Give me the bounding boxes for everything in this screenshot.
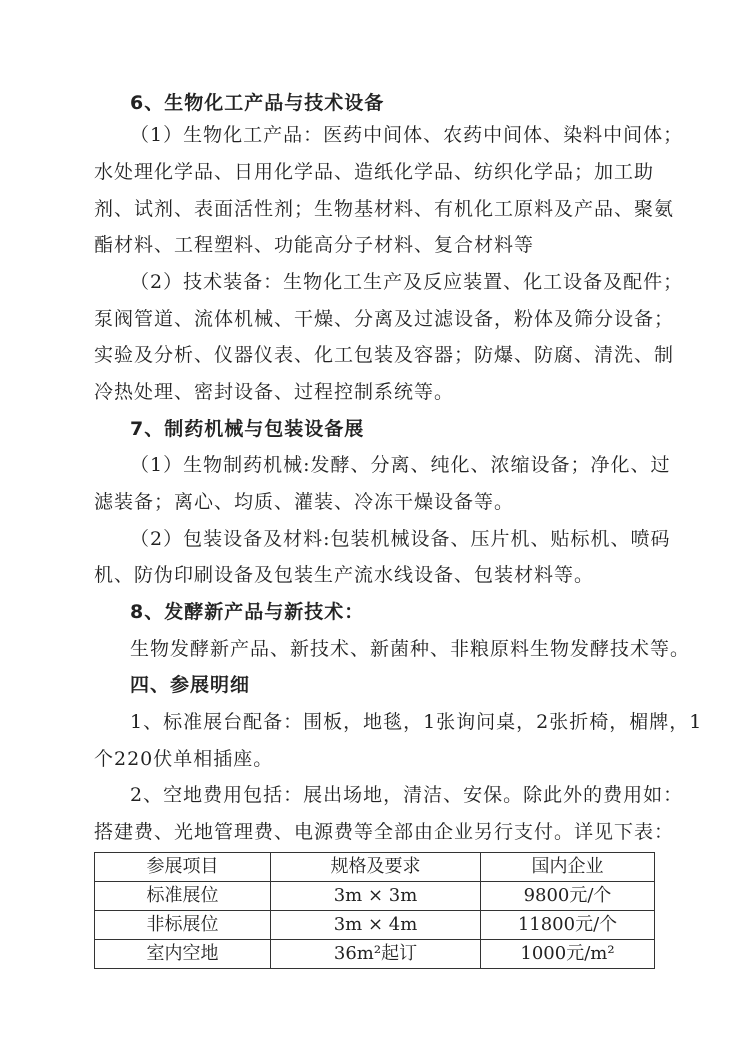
table-header: 规格及要求 [271,853,481,882]
table-cell: 11800元/个 [481,911,655,940]
paragraph-line: 机、防伪印刷设备及包装生产流水线设备、包装材料等。 [94,564,595,586]
table-cell: 36m²起订 [271,940,481,969]
paragraph-line: 剂、试剂、表面活性剂；生物基材料、有机化工原料及产品、聚氨 [94,198,675,220]
table-cell: 1000元/m² [481,940,655,969]
fee-table [94,852,655,969]
table-row [95,882,655,911]
table-cell: 9800元/个 [481,882,655,911]
paragraph-line: （2）包装设备及材料:包装机械设备、压片机、贴标机、喷码 [130,528,671,550]
table-row [95,911,655,940]
table-cell: 室内空地 [95,940,271,969]
paragraph-line: （1）生物制药机械:发酵、分离、纯化、浓缩设备；净化、过 [130,454,671,476]
section-heading-7: 7、制药机械与包装设备展 [130,418,365,440]
paragraph-line: 2、空地费用包括：展出场地，清洁、安保。除此外的费用如： [130,784,684,806]
table-cell: 标准展位 [95,882,271,911]
paragraph-line: 实验及分析、仪器仪表、化工包装及容器；防爆、防腐、清洗、制 [94,344,675,366]
table-header: 参展项目 [95,853,271,882]
paragraph-line: 个220伏单相插座。 [94,748,274,770]
paragraph-line: 搭建费、光地管理费、电源费等全部由企业另行支付。详见下表： [94,821,675,843]
paragraph-line: 1、标准展台配备：围板，地毯，1张询问桌，2张折椅，楣牌，1 [130,711,703,733]
table-row [95,940,655,969]
paragraph-line: （1）生物化工产品：医药中间体、农药中间体、染料中间体； [130,124,684,146]
table-cell: 3m × 4m [271,911,481,940]
paragraph-line: （2）技术装备：生物化工生产及反应装置、化工设备及配件； [130,271,684,293]
paragraph-line: 水处理化学品、日用化学品、造纸化学品、纺织化学品；加工助 [94,161,655,183]
paragraph-line: 生物发酵新产品、新技术、新菌种、非粮原料生物发酵技术等。 [130,638,691,660]
table-header-row [95,853,655,882]
section-heading-6: 6、生物化工产品与技术设备 [130,92,385,114]
paragraph-line: 冷热处理、密封设备、过程控制系统等。 [94,381,455,403]
table-cell: 非标展位 [95,911,271,940]
paragraph-line: 滤装备；离心、均质、灌装、冷冻干燥设备等。 [94,491,515,513]
paragraph-line: 泵阀管道、流体机械、干燥、分离及过滤设备，粉体及筛分设备； [94,308,675,330]
table-header: 国内企业 [481,853,655,882]
section-heading-8: 8、发酵新产品与新技术： [130,601,365,623]
section-heading-4: 四、参展明细 [130,674,251,696]
table-cell: 3m × 3m [271,882,481,911]
paragraph-line: 酯材料、工程塑料、功能高分子材料、复合材料等 [94,234,535,256]
